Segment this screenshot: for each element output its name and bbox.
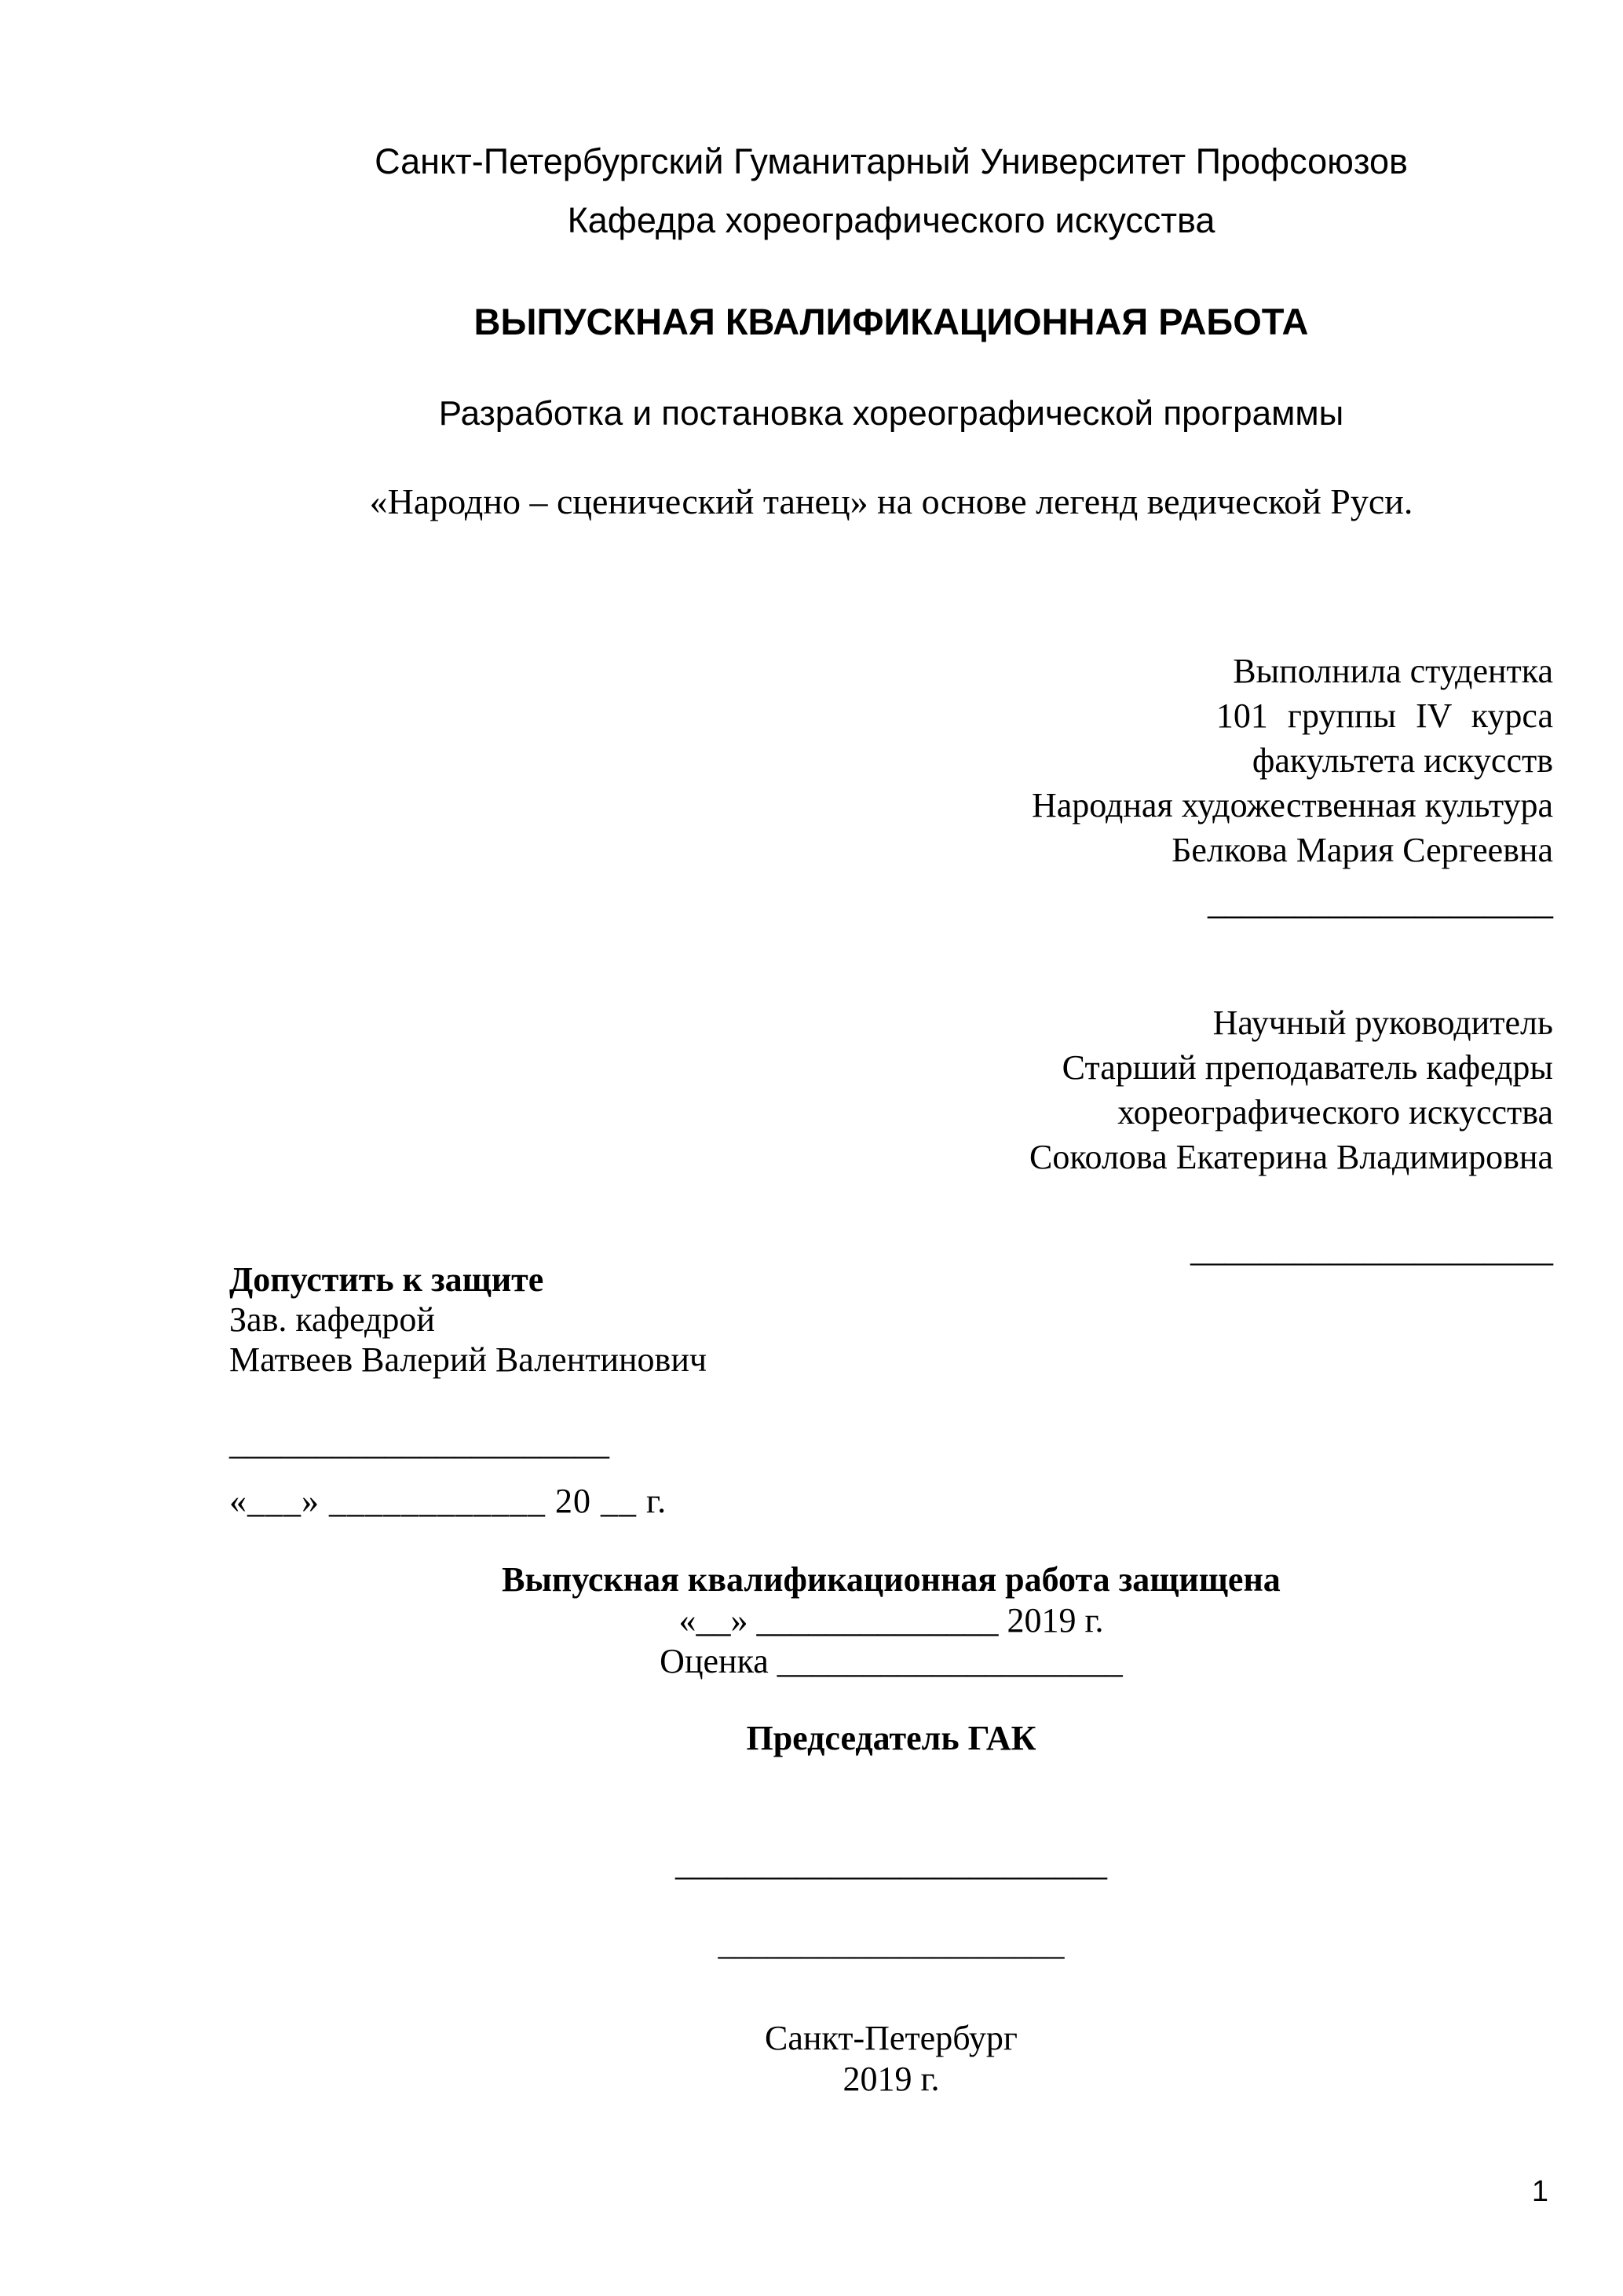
footer-city: Санкт-Петербург xyxy=(765,2019,1018,2057)
chairman-signature-line-2: _____________________ xyxy=(718,1926,1065,1962)
page-number: 1 xyxy=(1531,2175,1548,2208)
approval-name-line: Матвеев Валерий Валентинович xyxy=(229,1340,707,1379)
thesis-title: ВЫПУСКНАЯ КВАЛИФИКАЦИОННАЯ РАБОТА xyxy=(473,301,1309,342)
approval-signature-line: ______________________ xyxy=(229,1424,609,1462)
approval-date-line: «___» ____________ 20 __ г. xyxy=(229,1482,667,1520)
approval-position-line: Зав. кафедрой xyxy=(229,1300,435,1339)
student-signature-line: ____________________ xyxy=(1208,883,1553,922)
student-block xyxy=(229,649,1553,872)
student-program-line: Народная художественная культура xyxy=(1031,786,1553,824)
student-name-line: Белкова Мария Сергеевна xyxy=(1172,831,1553,869)
advisor-name-line: Соколова Екатерина Владимировна xyxy=(1029,1138,1553,1176)
advisor-block xyxy=(229,1000,1553,1179)
student-role-line: Выполнила студентка xyxy=(1233,652,1553,690)
student-group-line: 101 группы IV курса xyxy=(1215,696,1553,735)
student-faculty-line: факультета искусств xyxy=(1252,741,1553,780)
defense-block xyxy=(229,1559,1553,1682)
chairman-signature-line-1: _________________________ xyxy=(675,1844,1107,1883)
footer-year: 2019 г. xyxy=(843,2060,940,2098)
advisor-position-line-1: Старший преподаватель кафедры xyxy=(1062,1048,1553,1087)
advisor-signature-line: _____________________ xyxy=(1190,1230,1553,1269)
university-name: Санкт-Петербургский Гуманитарный Университет Профсоюзов xyxy=(375,141,1408,181)
approval-block xyxy=(229,1260,1553,1380)
advisor-role-line: Научный руководитель xyxy=(1212,1004,1553,1042)
footer-block xyxy=(229,2018,1553,2100)
header-block xyxy=(229,132,1553,250)
approval-title: Допустить к защите xyxy=(229,1260,544,1299)
department-name: Кафедра хореографического искусства xyxy=(567,200,1215,240)
thesis-subtitle: Разработка и постановка хореографической программы xyxy=(438,394,1344,433)
defense-grade-line: Оценка ____________________ xyxy=(660,1642,1123,1680)
defense-title: Выпускная квалификационная работа защищена xyxy=(502,1560,1281,1599)
chairman-title: Председатель ГАК xyxy=(746,1719,1036,1757)
advisor-position-line-2: хореографического искусства xyxy=(1117,1093,1553,1132)
thesis-topic: «Народно – сценический танец» на основе легенд ведической Руси. xyxy=(369,481,1413,521)
defense-date-line: «__» ______________ 2019 г. xyxy=(678,1601,1104,1640)
